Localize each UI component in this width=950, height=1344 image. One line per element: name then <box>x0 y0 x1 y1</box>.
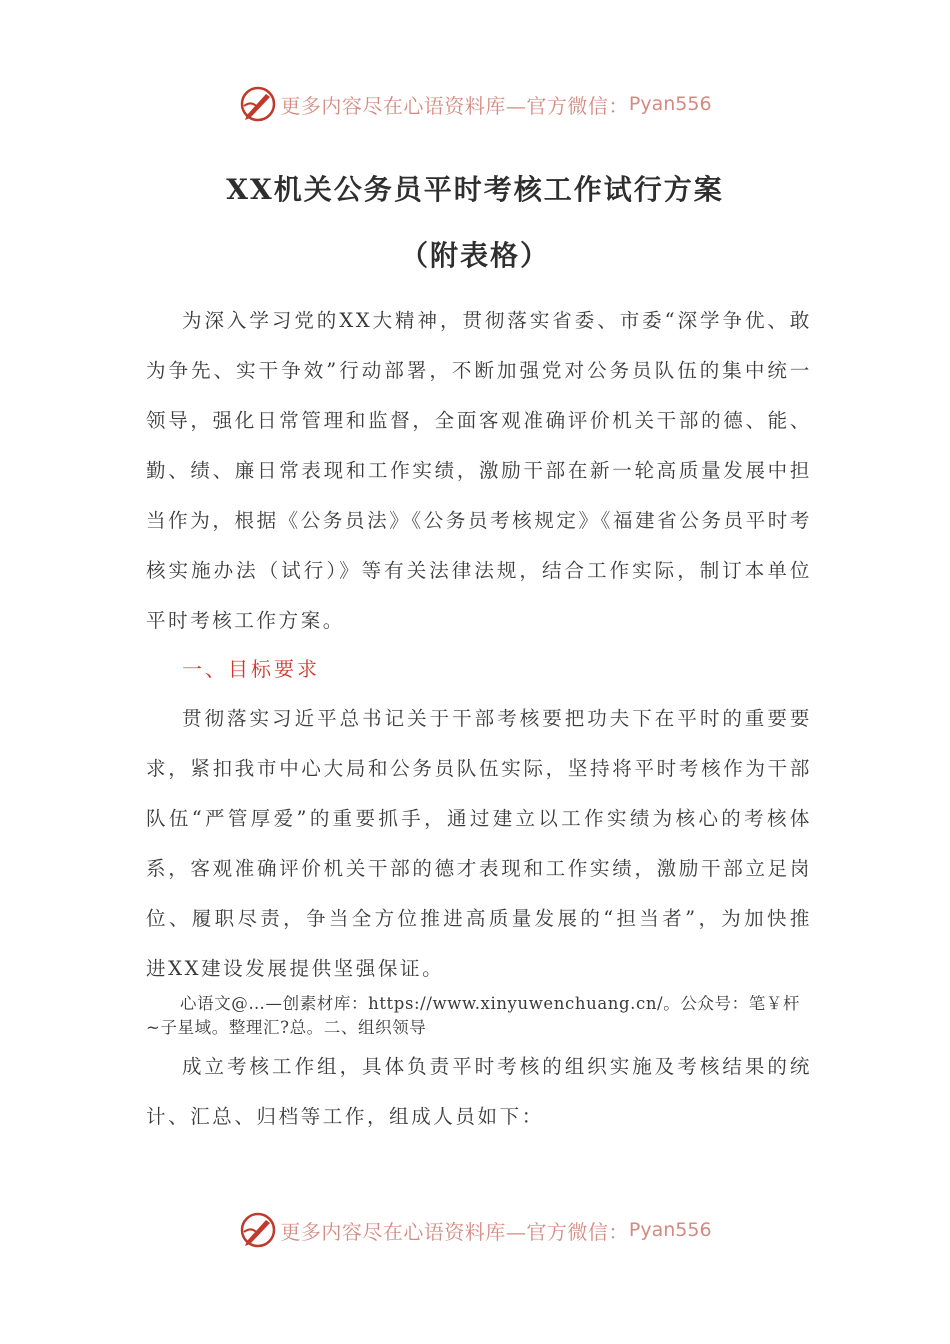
paragraph-organization: 成立考核工作组，具体负责平时考核的组织实施及考核结果的统计、汇总、归档等工作，组成人员如下： <box>146 1055 812 1128</box>
header-banner <box>0 82 950 126</box>
section-heading-goals: 一、目标要求 <box>182 657 320 681</box>
banner-wechat-id: Pyan556 <box>628 93 712 115</box>
pen-logo-icon <box>238 1210 278 1250</box>
document-title: XX机关公务员平时考核工作试行方案 <box>226 173 724 206</box>
watermark-line: 心语文@…—创素材库：https://www.xinyuwenchuang.cn/。公众号：笔￥杆~子星域。整理汇?总。二、组织领导 <box>146 994 801 1037</box>
footer-banner <box>0 1208 950 1252</box>
paragraph-goals: 贯彻落实习近平总书记关于干部考核要把功夫下在平时的重要要求，紧扣我市中心大局和公务员队伍实际，坚持将平时考核作为干部队伍“严管厚爱”的重要抓手，通过建立以工作实绩为核心的考核体系，客观准确评价机关干部的德才表现和工作实绩，激励干部立足岗位、履职尽责，争当全方位推进高质量发展的“担当者”，为加快推进XX建设发展提供坚强保证。 <box>146 707 812 980</box>
pen-logo-icon <box>238 84 278 124</box>
banner-text: 更多内容尽在心语资料库—官方微信： <box>280 93 629 118</box>
banner-wechat-id: Pyan556 <box>628 1219 712 1241</box>
banner-text: 更多内容尽在心语资料库—官方微信： <box>280 1219 629 1244</box>
document-subtitle: （附表格） <box>399 239 550 272</box>
paragraph-intro: 为深入学习党的XX大精神，贯彻落实省委、市委“深学争优、敢为争先、实干争效”行动部署，不断加强党对公务员队伍的集中统一领导，强化日常管理和监督，全面客观准确评价机关干部的德、能、勤、绩、廉日常表现和工作实绩，激励干部在新一轮高质量发展中担当作为，根据《公务员法》《公务员考核规定》《福建省公务员平时考核实施办法（试行）》等有关法律法规，结合工作实际，制订本单位平时考核工作方案。 <box>146 309 812 632</box>
